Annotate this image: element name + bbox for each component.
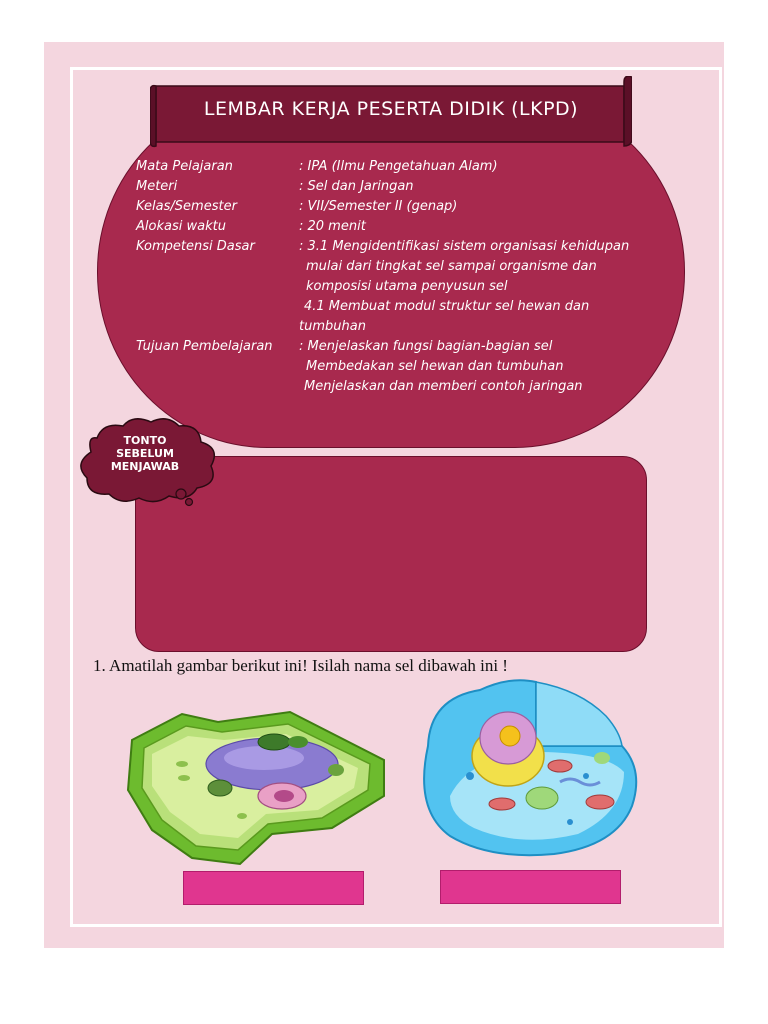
info-label-kelas: Kelas/Semester bbox=[136, 199, 237, 214]
info-label-mata-pelajaran: Mata Pelajaran bbox=[136, 159, 233, 174]
info-label-tujuan: Tujuan Pembelajaran bbox=[136, 339, 273, 354]
info-value-mata-pelajaran: : IPA (Ilmu Pengetahuan Alam) bbox=[299, 159, 498, 174]
info-value-tujuan-line3: Menjelaskan dan memberi contoh jaringan bbox=[304, 379, 583, 394]
info-value-kompetensi-line4: 4.1 Membuat modul struktur sel hewan dan bbox=[304, 299, 590, 314]
info-value-alokasi: : 20 menit bbox=[299, 219, 366, 234]
callout-text bbox=[95, 434, 195, 473]
info-value-kompetensi-line5: tumbuhan bbox=[299, 319, 366, 334]
info-value-tujuan-line2: Membedakan sel hewan dan tumbuhan bbox=[306, 359, 564, 374]
animal-cell-icon bbox=[410, 676, 642, 858]
info-value-kompetensi: : 3.1 Mengidentifikasi sistem organisasi kehidupan bbox=[299, 239, 630, 254]
callout-line-1: TONTO bbox=[123, 434, 167, 447]
plant-cell-icon bbox=[122, 708, 390, 868]
info-label-kompetensi: Kompetensi Dasar bbox=[136, 239, 255, 254]
info-label-alokasi: Alokasi waktu bbox=[136, 219, 226, 234]
plant-cell-answer-box[interactable] bbox=[183, 871, 364, 905]
callout-line-3: MENJAWAB bbox=[110, 460, 180, 473]
info-value-kelas: : VII/Semester II (genap) bbox=[299, 199, 458, 214]
info-label-materi: Meteri bbox=[136, 179, 178, 194]
animal-cell-answer-box[interactable] bbox=[440, 870, 621, 904]
info-value-kompetensi-line3: komposisi utama penyusun sel bbox=[306, 279, 508, 294]
info-value-kompetensi-line2: mulai dari tingkat sel sampai organisme dan bbox=[306, 259, 597, 274]
callout-line-2: SEBELUM bbox=[116, 447, 174, 460]
question-1: 1. Amatilah gambar berikut ini! Isilah nama sel dibawah ini ! bbox=[93, 656, 508, 675]
info-value-tujuan: : Menjelaskan fungsi bagian-bagian sel bbox=[299, 339, 553, 354]
page-title: LEMBAR KERJA PESERTA DIDIK (LKPD) bbox=[203, 98, 579, 120]
info-value-materi: : Sel dan Jaringan bbox=[299, 179, 414, 194]
